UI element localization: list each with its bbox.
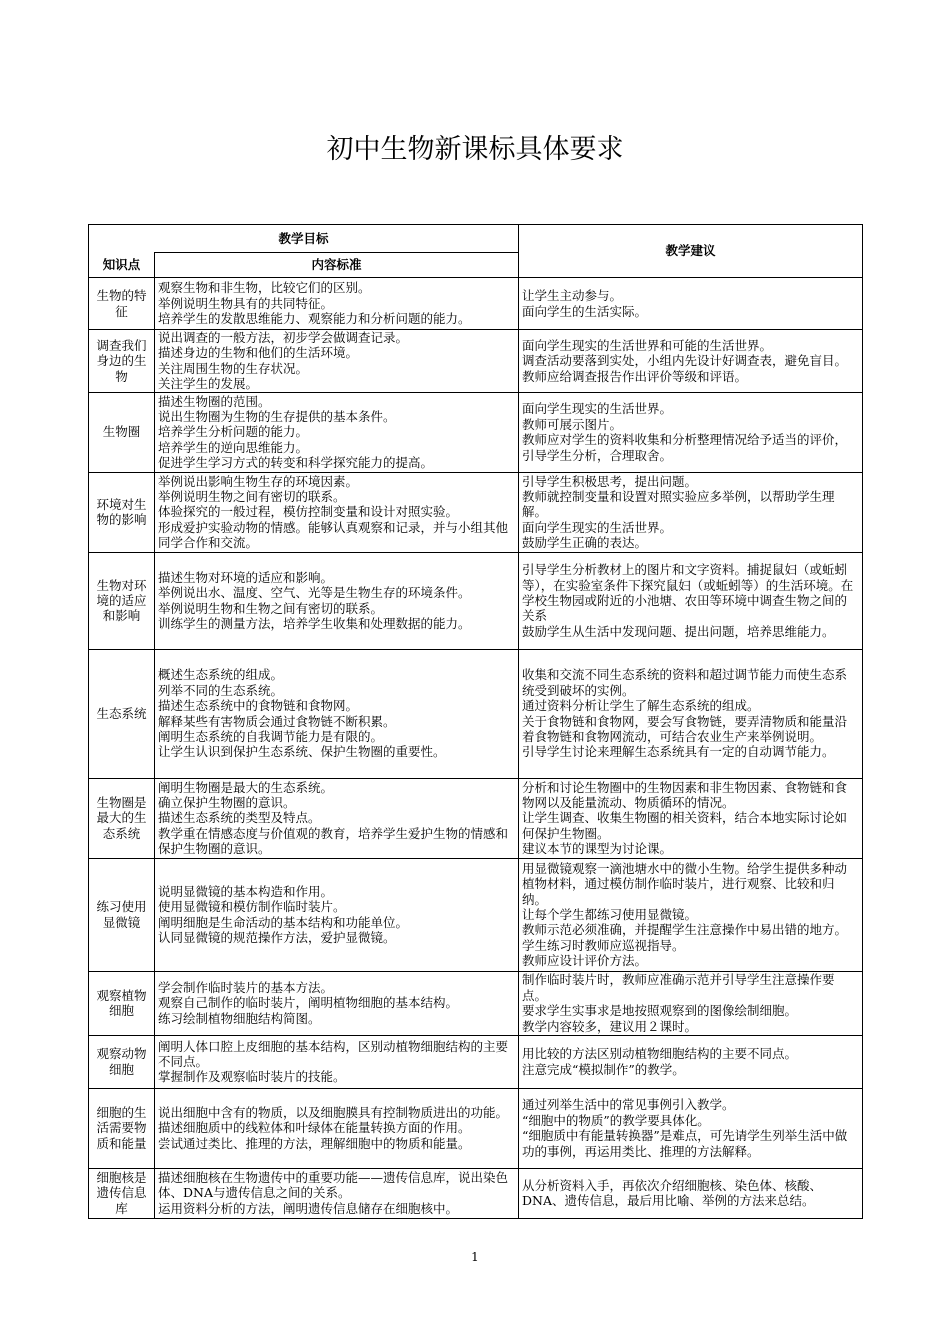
- teaching-suggestion-cell: [519, 1088, 863, 1168]
- teaching-suggestion-cell: [519, 392, 863, 472]
- content-standard-line: 描述生态系统中的食物链和食物网。: [158, 698, 359, 714]
- content-standard-line: 描述细胞质中的线粒体和叶绿体在能量转换方面的作用。: [158, 1120, 471, 1136]
- content-standard-cell: [155, 552, 519, 649]
- knowledge-point-cell: 生物的特征: [89, 278, 155, 330]
- content-standard-line: 尝试通过类比、推理的方法，理解细胞中的物质和能量。: [158, 1135, 471, 1151]
- content-standard-line: 练习绘制植物细胞结构简图。: [158, 1010, 321, 1026]
- content-standard-line: 教学重在情感态度与价值观的教育，培养学生爱护生物的情感和保护生物圈的意识。: [158, 825, 509, 857]
- teaching-suggestion-line: 教师可展示图片。: [522, 416, 623, 432]
- teaching-suggestion-line: 引导学生分析教材上的图片和文字资料。捕捉鼠妇（或蚯蚓等），在实验室条件下探究鼠妇（或蚯蚓等）的生活环境。在学校生物园或附近的小池塘、农田等环境中调查生物之间的关系: [522, 562, 854, 624]
- teaching-suggestion-line: 面向学生现实的生活世界。: [522, 519, 673, 535]
- content-standard-line: 观察生物和非生物，比较它们的区别。: [158, 280, 371, 296]
- table-row: [89, 552, 863, 649]
- teaching-suggestion-line: 鼓励学生从生活中发现问题、提出问题，培养思维能力。: [522, 623, 835, 639]
- table-row: [89, 472, 863, 552]
- content-standard-line: 促进学生学习方式的转变和科学探究能力的提高。: [158, 455, 434, 471]
- content-standard-cell: [155, 1088, 519, 1168]
- teaching-suggestion-line: 鼓励学生正确的表达。: [522, 535, 648, 551]
- teaching-suggestion-line: 面向学生的生活实际。: [522, 303, 648, 319]
- content-standard-line: 体验探究的一般过程，模仿控制变量和设计对照实验。: [158, 504, 459, 520]
- content-standard-line: 培养学生分析问题的能力。: [158, 424, 309, 440]
- content-standard-line: 描述身边的生物和他们的生活环境。: [158, 345, 359, 361]
- table-row: [89, 971, 863, 1035]
- teaching-suggestion-line: 关于食物链和食物网，要会写食物链，要弄清物质和能量沿着食物链和食物网流动，可结合农业生产来举例说明。: [522, 713, 848, 745]
- knowledge-point-cell: 环境对生物的影响: [89, 472, 155, 552]
- teaching-suggestion-cell: [519, 278, 863, 330]
- knowledge-point-cell: 观察动物细胞: [89, 1035, 155, 1088]
- teaching-suggestion-cell: [519, 1035, 863, 1088]
- content-standard-cell: [155, 778, 519, 858]
- content-standard-line: 观察自己制作的临时装片，阐明植物细胞的基本结构。: [158, 995, 459, 1011]
- teaching-suggestion-line: 注意完成“模拟制作”的教学。: [522, 1061, 685, 1077]
- knowledge-point-cell: 细胞核是遗传信息库: [89, 1168, 155, 1218]
- content-standard-cell: [155, 330, 519, 393]
- teaching-suggestion-line: 引导学生积极思考，提出问题。: [522, 473, 698, 489]
- content-standard-line: 让学生认识到保护生态系统、保护生物圈的重要性。: [158, 744, 446, 760]
- content-standard-line: 举例说明生物和生物之间有密切的联系。: [158, 600, 384, 616]
- content-standard-line: 认同显微镜的规范操作方法，爱护显微镜。: [158, 930, 396, 946]
- table-row: [89, 649, 863, 778]
- teaching-suggestion-line: “细胞中的物质”的教学要具体化。: [522, 1112, 710, 1128]
- content-standard-cell: [155, 392, 519, 472]
- page-number: 1: [471, 1250, 479, 1264]
- teaching-suggestion-line: 通过列举生活中的常见事例引入教学。: [522, 1097, 735, 1113]
- content-standard-line: 说出生物圈为生物的生存提供的基本条件。: [158, 409, 396, 425]
- knowledge-point-cell: 观察植物细胞: [89, 971, 155, 1035]
- table-row: [89, 858, 863, 971]
- content-standard-cell: [155, 649, 519, 778]
- teaching-suggestion-cell: [519, 649, 863, 778]
- content-standard-cell: [155, 278, 519, 330]
- content-standard-line: 关注学生的发展。: [158, 376, 259, 392]
- teaching-suggestion-line: 从分析资料入手，再依次介绍细胞核、染色体、核酸、DNA、遗传信息，最后用比喻、举例的方法来总结。: [522, 1177, 823, 1209]
- table-row: [89, 1035, 863, 1088]
- content-standard-cell: [155, 1168, 519, 1218]
- teaching-suggestion-line: 教师示范必须准确，并提醒学生注意操作中易出错的地方。学生练习时教师应巡视指导。: [522, 922, 848, 953]
- knowledge-point-cell: 细胞的生活需要物质和能量: [89, 1088, 155, 1168]
- content-standard-cell: [155, 472, 519, 552]
- table-row: [89, 330, 863, 393]
- teaching-goal-header: 教学目标: [89, 225, 519, 253]
- content-standard-line: 列举不同的生态系统。: [158, 682, 284, 698]
- teaching-suggestion-line: 收集和交流不同生态系统的资料和超过调节能力而使生态系统受到破坏的实例。: [522, 667, 848, 698]
- page-title: 初中生物新课标具体要求: [326, 134, 624, 165]
- teaching-suggestion-line: 让学生调查、收集生物圈的相关资料，结合本地实际讨论如何保护生物圈。: [522, 810, 848, 841]
- teaching-suggestion-cell: [519, 1168, 863, 1218]
- teaching-suggestion-line: 教学内容较多，建议用２课时。: [522, 1018, 698, 1034]
- teaching-suggestion-line: 分析和讨论生物圈中的生物因素和非生物因素、食物链和食物网以及能量流动、物质循环的情况。: [522, 779, 848, 811]
- content-standard-line: 举例说明生物具有的共同特征。: [158, 295, 334, 311]
- content-standard-line: 确立保护生物圈的意识。: [158, 795, 296, 811]
- content-standard-line: 训练学生的测量方法，培养学生收集和处理数据的能力。: [158, 616, 471, 632]
- teaching-suggestion-line: “细胞质中有能量转换器”是难点，可先请学生列举生活中做功的事例，再运用类比、推理的方法解释。: [522, 1128, 848, 1159]
- teaching-suggestion-line: 用显微镜观察一滴池塘水中的微小生物。给学生提供多种动植物材料，通过模仿制作临时装片，进行观察、比较和归纳。: [522, 860, 848, 907]
- teaching-suggestion-line: 教师就控制变量和设置对照实验应多举例，以帮助学生理解。: [522, 489, 835, 520]
- content-standard-cell: [155, 1035, 519, 1088]
- content-standard-line: 解释某些有害物质会通过食物链不断积累。: [158, 713, 396, 729]
- teaching-suggestion-cell: [519, 472, 863, 552]
- content-standard-line: 描述细胞核在生物遗传中的重要功能——遗传信息库，说出染色体、DNA与遗传信息之间的关系。: [158, 1170, 509, 1201]
- content-standard-line: 阐明人体口腔上皮细胞的基本结构，区别动植物细胞结构的主要不同点。: [158, 1038, 509, 1069]
- content-standard-line: 培养学生的发散思维能力、观察能力和分析问题的能力。: [158, 311, 471, 327]
- table-row: [89, 278, 863, 330]
- content-standard-line: 描述生态系统的类型及特点。: [158, 810, 321, 826]
- teaching-suggestion-line: 引导学生讨论来理解生态系统具有一定的自动调节能力。: [522, 744, 835, 760]
- content-standard-line: 阐明生态系统的自我调节能力是有限的。: [158, 729, 384, 745]
- content-standard-line: 培养学生的逆向思维能力。: [158, 439, 309, 455]
- teaching-suggestion-line: 教师应对学生的资料收集和分析整理情况给予适当的评价，引导学生分析，合理取舍。: [522, 432, 848, 463]
- content-standard-line: 举例说出水、温度、空气、光等是生物生存的环境条件。: [158, 585, 471, 601]
- curriculum-table: [88, 224, 863, 1219]
- teaching-suggestion-line: 面向学生现实的生活世界和可能的生活世界。: [522, 337, 773, 353]
- table-body: [89, 278, 863, 1219]
- teaching-suggestion-cell: [519, 971, 863, 1035]
- teaching-suggestion-cell: [519, 330, 863, 393]
- table-row: [89, 1088, 863, 1168]
- content-standard-line: 描述生物对环境的适应和影响。: [158, 569, 334, 585]
- teaching-suggestion-line: 教师应设计评价方法。: [522, 953, 648, 969]
- teaching-suggestion-cell: [519, 778, 863, 858]
- knowledge-point-cell: 生物圈是最大的生态系统: [89, 778, 155, 858]
- teaching-suggestion-line: 用比较的方法区别动植物细胞结构的主要不同点。: [522, 1046, 798, 1062]
- content-standard-line: 运用资料分析的方法，阐明遗传信息储存在细胞核中。: [158, 1200, 459, 1216]
- content-standard-line: 说出调查的一般方法，初步学会做调查记录。: [158, 330, 409, 345]
- knowledge-point-cell: 生态系统: [89, 649, 155, 778]
- content-standard-line: 掌握制作及观察临时装片的技能。: [158, 1069, 346, 1085]
- content-standard-cell: [155, 858, 519, 971]
- teaching-suggestion-cell: [519, 858, 863, 971]
- teaching-suggestion-line: 让学生主动参与。: [522, 288, 623, 304]
- content-standard-line: 阐明细胞是生命活动的基本结构和功能单位。: [158, 914, 409, 930]
- teaching-suggestion-line: 调查活动要落到实处，小组内先设计好调查表，避免盲目。: [522, 353, 848, 369]
- knowledge-point-cell: 练习使用显微镜: [89, 858, 155, 971]
- content-standard-line: 使用显微镜和模仿制作临时装片。: [158, 899, 346, 915]
- knowledge-point-header: 知识点: [89, 253, 155, 278]
- teaching-suggestion-line: 通过资料分析让学生了解生态系统的组成。: [522, 698, 760, 714]
- content-standard-line: 描述生物圈的范围。: [158, 393, 271, 409]
- content-standard-line: 关注周围生物的生存状况。: [158, 360, 309, 376]
- knowledge-point-cell: 生物对环境的适应和影响: [89, 552, 155, 649]
- teaching-suggestion-line: 制作临时装片时，教师应准确示范并引导学生注意操作要点。: [522, 972, 835, 1003]
- content-standard-header: 内容标准: [155, 253, 519, 278]
- content-standard-line: 说明显微镜的基本构造和作用。: [158, 883, 334, 899]
- content-standard-line: 说出细胞中含有的物质，以及细胞膜具有控制物质进出的功能。: [158, 1105, 509, 1121]
- table-row: [89, 1168, 863, 1218]
- teaching-suggestion-line: 面向学生现实的生活世界。: [522, 401, 673, 417]
- knowledge-point-cell: 调查我们身边的生物: [89, 330, 155, 393]
- content-standard-cell: [155, 971, 519, 1035]
- teaching-suggestion-line: 建议本节的课型为讨论课。: [522, 841, 673, 857]
- table-row: [89, 778, 863, 858]
- teaching-suggestion-cell: [519, 552, 863, 649]
- content-standard-line: 举例说出影响生物生存的环境因素。: [158, 473, 359, 489]
- content-standard-line: 阐明生物圈是最大的生态系统。: [158, 779, 334, 795]
- table-row: [89, 392, 863, 472]
- teaching-suggestion-line: 要求学生实事求是地按照观察到的图像绘制细胞。: [522, 1003, 798, 1019]
- content-standard-line: 举例说明生物之间有密切的联系。: [158, 489, 346, 505]
- content-standard-line: 概述生态系统的组成。: [158, 667, 284, 683]
- teaching-suggestion-line: 教师应给调查报告作出评价等级和评语。: [522, 368, 748, 384]
- knowledge-point-cell: 生物圈: [89, 392, 155, 472]
- teaching-suggestion-header: 教学建议: [519, 225, 863, 278]
- content-standard-line: 形成爱护实验动物的情感。能够认真观察和记录，并与小组其他同学合作和交流。: [158, 519, 509, 551]
- teaching-suggestion-line: 让每个学生都练习使用显微镜。: [522, 906, 698, 922]
- content-standard-line: 学会制作临时装片的基本方法。: [158, 980, 334, 996]
